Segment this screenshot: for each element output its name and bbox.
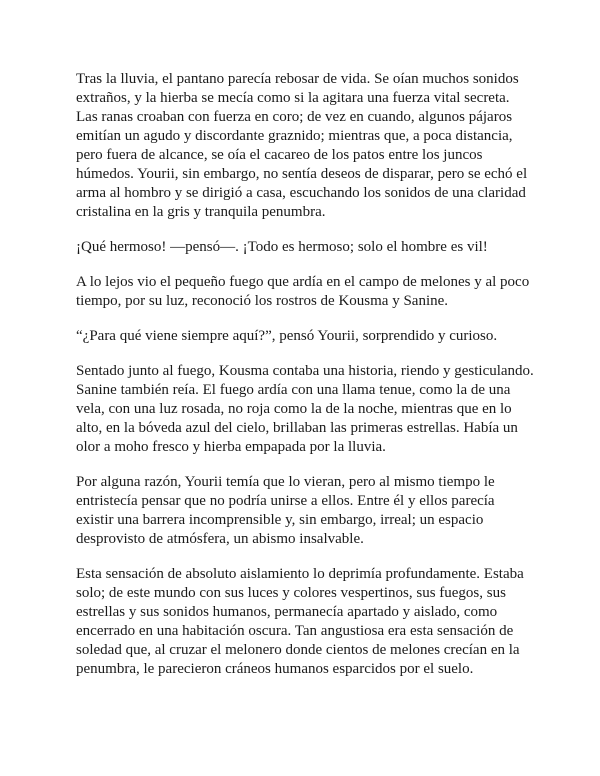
document-page — [76, 70, 534, 695]
paragraph-3: A lo lejos vio el pequeño fuego que ardía en el campo de melones y al poco tiempo, por su luz, reconoció los rostros de Kousma y Sanine. — [76, 274, 530, 309]
paragraph-2: ¡Qué hermoso! —pensó—. ¡Todo es hermoso; solo el hombre es vil! — [76, 239, 488, 255]
paragraph-6: Por alguna razón, Yourii temía que lo vieran, pero al mismo tiempo le entristecía pensar que no podría unirse a ellos. Entre él y ellos parecía existir una barrera incomprensible y, sin embargo, irreal; un espacio desprovisto de atmósfera, un abismo insalvable. — [76, 474, 495, 547]
paragraph-7: Esta sensación de absoluto aislamiento lo deprimía profundamente. Estaba solo; de este mundo con sus luces y colores vespertinos, sus fuegos, sus estrellas y sus sonidos humanos, permanecía apartado y aislado, como encerrado en una habitación oscura. Tan angustiosa era esta sensación de soledad que, al cruzar el melonero donde cientos de melones crecían en la penumbra, le parecieron cráneos humanos esparcidos por el suelo. — [76, 566, 524, 677]
paragraph-1: Tras la lluvia, el pantano parecía rebosar de vida. Se oían muchos sonidos extraños, y la hierba se mecía como si la agitara una fuerza vital secreta. Las ranas croaban con fuerza en coro; de vez en cuando, algunos pájaros emitían un agudo y discordante graznido; mientras que, a poca distancia, pero fuera de alcance, se oía el cacareo de los patos entre los juncos húmedos. Yourii, sin embargo, no sentía deseos de disparar, pero se echó el arma al hombro y se dirigió a casa, escuchando los sonidos de una claridad cristalina en la gris y tranquila penumbra. — [76, 71, 528, 220]
paragraph-5: Sentado junto al fuego, Kousma contaba una historia, riendo y gesticulando. Sanine también reía. El fuego ardía con una llama tenue, como la de una vela, con una luz rosada, no roja como la de la noche, mientras que en lo alto, en la bóveda azul del cielo, brillaban las primeras estrellas. Había un olor a moho fresco y hierba empapada por la lluvia. — [76, 363, 534, 455]
paragraph-4: “¿Para qué viene siempre aquí?”, pensó Yourii, sorprendido y curioso. — [76, 328, 498, 344]
